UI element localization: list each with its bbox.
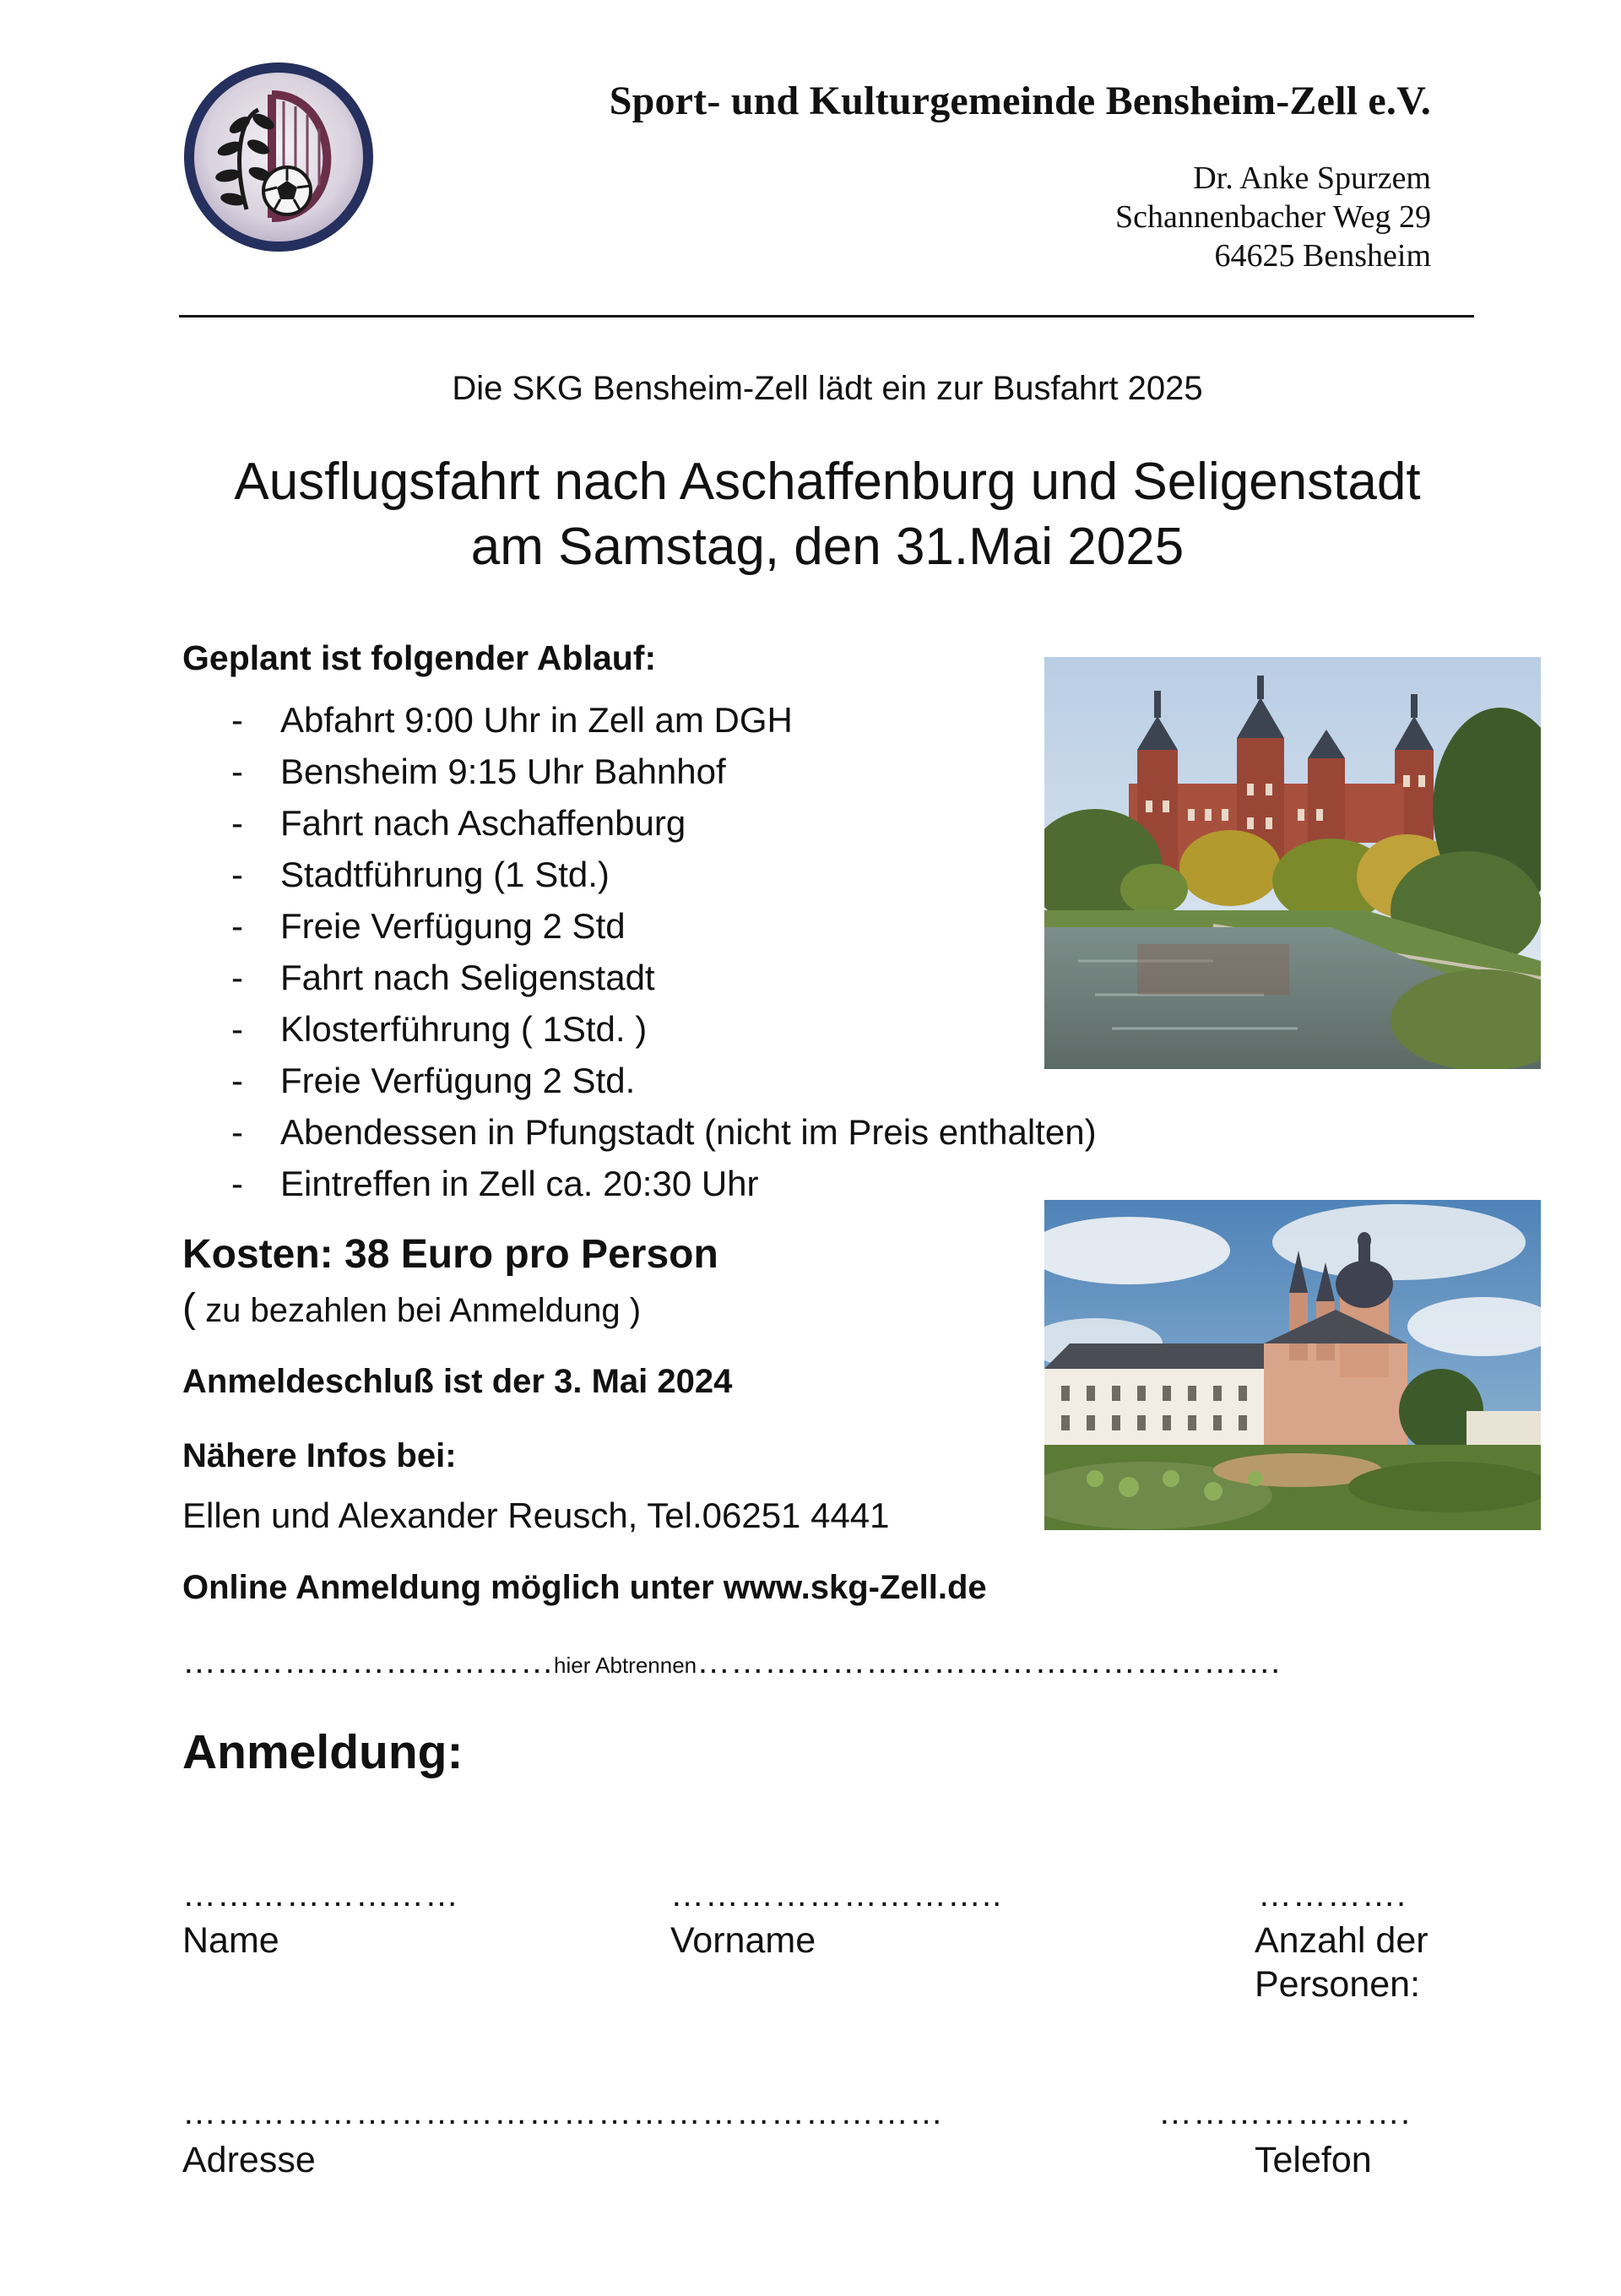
contact-street: Schannenbacher Weg 29 bbox=[1115, 199, 1431, 235]
invitation-intro: Die SKG Bensheim-Zell lädt ein zur Busfahrt 2025 bbox=[452, 370, 1203, 407]
cut-line: ……………………………hier Abtrennen……………………………………………. bbox=[182, 1643, 1281, 1680]
schedule-item: - Bensheim 9:15 Uhr Bahnhof bbox=[231, 752, 726, 791]
registration-deadline: Anmeldeschluß ist der 3. Mai 2024 bbox=[182, 1363, 733, 1400]
schedule-item: - Eintreffen in Zell ca. 20:30 Uhr bbox=[231, 1164, 759, 1203]
schedule-item: - Klosterführung ( 1Std. ) bbox=[231, 1009, 648, 1049]
contact-name: Dr. Anke Spurzem bbox=[1193, 160, 1431, 196]
cost-heading: Kosten: 38 Euro pro Person bbox=[182, 1232, 718, 1277]
schedule-item: - Freie Verfügung 2 Std. bbox=[231, 1061, 636, 1100]
info-heading: Nähere Infos bei: bbox=[182, 1437, 457, 1474]
persons-count-label: Anzahl der Personen: bbox=[1255, 1920, 1429, 2005]
info-contact: Ellen und Alexander Reusch, Tel.06251 4441 bbox=[182, 1495, 890, 1535]
phone-label: Telefon bbox=[1255, 2140, 1372, 2180]
sender-address bbox=[929, 159, 1431, 275]
cut-line-label: hier Abtrennen bbox=[554, 1653, 697, 1678]
schedule-item: - Stadtführung (1 Std.) bbox=[231, 855, 610, 894]
first-name-label: Vorname bbox=[670, 1920, 816, 1961]
schedule-item: - Fahrt nach Aschaffenburg bbox=[231, 803, 686, 843]
castle-photo bbox=[1044, 657, 1541, 1069]
phone-field[interactable]: …………………. bbox=[1158, 2094, 1412, 2131]
schedule-list bbox=[182, 694, 1097, 1209]
monastery-photo bbox=[1044, 1200, 1541, 1530]
trip-date: am Samstag, den 31.Mai 2025 bbox=[470, 518, 1185, 576]
schedule-item: - Abendessen in Pfungstadt (nicht im Preis enthalten) bbox=[231, 1112, 1097, 1152]
persons-count-field[interactable]: …………. bbox=[1258, 1876, 1407, 1913]
payment-note: ( zu bezahlen bei Anmeldung ) bbox=[182, 1286, 642, 1331]
first-name-field[interactable]: ……………………….. bbox=[670, 1876, 1003, 1913]
contact-city: 64625 Bensheim bbox=[1214, 238, 1431, 274]
address-label: Adresse bbox=[182, 2140, 316, 2180]
registration-title: Anmeldung: bbox=[182, 1725, 464, 1779]
schedule-item: - Fahrt nach Seligenstadt bbox=[231, 958, 655, 997]
trip-title: Ausflugsfahrt nach Aschaffenburg und Seligenstadt bbox=[234, 453, 1421, 511]
schedule-heading: Geplant ist folgender Ablauf: bbox=[182, 638, 657, 677]
club-logo bbox=[181, 59, 377, 255]
name-field[interactable]: …………………… bbox=[182, 1876, 459, 1913]
schedule-item: - Abfahrt 9:00 Uhr in Zell am DGH bbox=[231, 700, 793, 740]
organization-name: Sport- und Kulturgemeinde Bensheim-Zell e.V. bbox=[609, 79, 1431, 123]
club-crest-icon bbox=[181, 59, 377, 255]
online-registration-note: Online Anmeldung möglich unter www.skg-Zell.de bbox=[182, 1569, 987, 1606]
schedule-item: - Freie Verfügung 2 Std bbox=[231, 906, 626, 946]
header-divider bbox=[179, 315, 1474, 318]
name-label: Name bbox=[182, 1920, 279, 1961]
address-field[interactable]: ………………………………………………………… bbox=[182, 2094, 944, 2131]
